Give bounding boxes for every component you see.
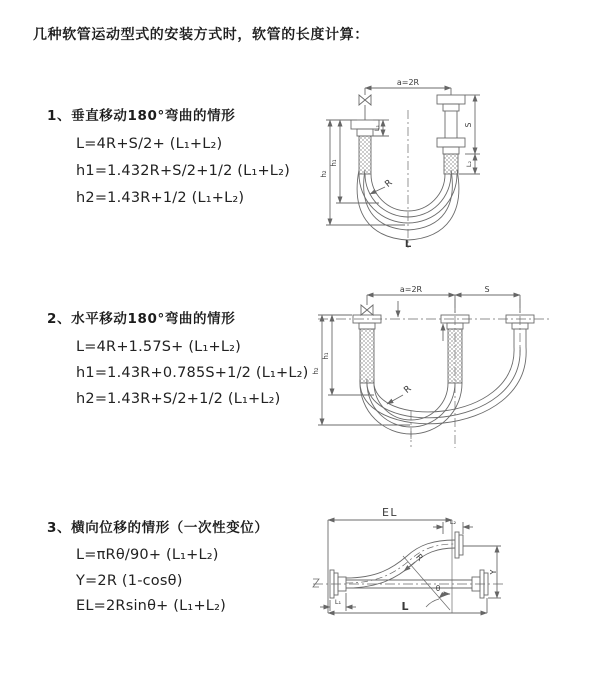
valve-icon — [359, 95, 371, 105]
flange — [437, 95, 465, 104]
section-2-formulas — [76, 334, 309, 412]
radius-label: R — [413, 552, 425, 564]
dim-label-y: Y — [489, 569, 498, 575]
formula-line: EL=2Rsinθ+ (L₁+L₂) — [76, 598, 226, 614]
flange — [455, 532, 459, 558]
section-1 — [47, 104, 290, 212]
radius-label: R — [383, 178, 395, 190]
length-label: L — [401, 600, 409, 613]
flange — [437, 138, 465, 147]
dim-label-span: a=2R — [396, 78, 420, 87]
dim-label-s: S — [464, 122, 473, 128]
length-label: L — [404, 239, 412, 250]
dim-label-el: EL — [381, 506, 399, 519]
valve-icon — [361, 305, 373, 315]
section-3 — [47, 516, 269, 620]
dim-label-h2: h₂ — [312, 367, 320, 375]
dim-label-h1: h₁ — [322, 352, 330, 360]
dim-label-h2: h₂ — [320, 170, 328, 178]
formula-line: h2=1.43R+S/2+1/2 (L₁+L₂) — [76, 391, 281, 407]
diagram-horizontal-180-bend — [310, 283, 580, 458]
braided-hose — [360, 329, 374, 383]
dim-label-l2: L₂ — [449, 518, 457, 526]
angle-label: θ — [435, 584, 441, 593]
dim-label-l2: L₂ — [465, 160, 473, 168]
braided-hose — [448, 329, 462, 383]
section-1-heading: 1、垂直移动180°弯曲的情形 — [47, 108, 236, 124]
section-3-formulas — [76, 543, 269, 620]
dim-label-s: S — [484, 285, 490, 294]
dim-label-h1: h₁ — [330, 159, 338, 167]
formula-line: Y=2R (1-cosθ) — [76, 572, 183, 589]
radius-label: R — [402, 384, 414, 396]
formula-line: h2=1.43R+1/2 (L₁+L₂) — [76, 190, 245, 206]
section-2 — [47, 307, 309, 412]
section-2-heading: 2、水平移动180°弯曲的情形 — [47, 311, 236, 327]
formula-line: L=4R+S/2+ (L₁+L₂) — [76, 136, 223, 152]
braided-hose — [359, 136, 371, 174]
section-3-heading: 3、横向位移的情形（一次性变位） — [47, 520, 269, 536]
diagram-vertical-180-bend — [313, 70, 568, 255]
formula-line: L=4R+1.57S+ (L₁+L₂) — [76, 339, 241, 355]
formula-line: h1=1.432R+S/2+1/2 (L₁+L₂) — [76, 163, 290, 179]
page-title: 几种软管运动型式的安装方式时，软管的长度计算： — [33, 27, 369, 43]
diagram-lateral-displacement — [305, 500, 595, 655]
section-1-formulas — [76, 131, 290, 212]
formula-line: L=πRθ/90+ (L₁+L₂) — [76, 547, 219, 563]
dim-label-span: a=2R — [399, 285, 423, 294]
formula-line: h1=1.43R+0.785S+1/2 (L₁+L₂) — [76, 365, 309, 381]
dim-label-l1: L₁ — [373, 124, 381, 132]
dim-label-l1: L₁ — [334, 598, 342, 606]
